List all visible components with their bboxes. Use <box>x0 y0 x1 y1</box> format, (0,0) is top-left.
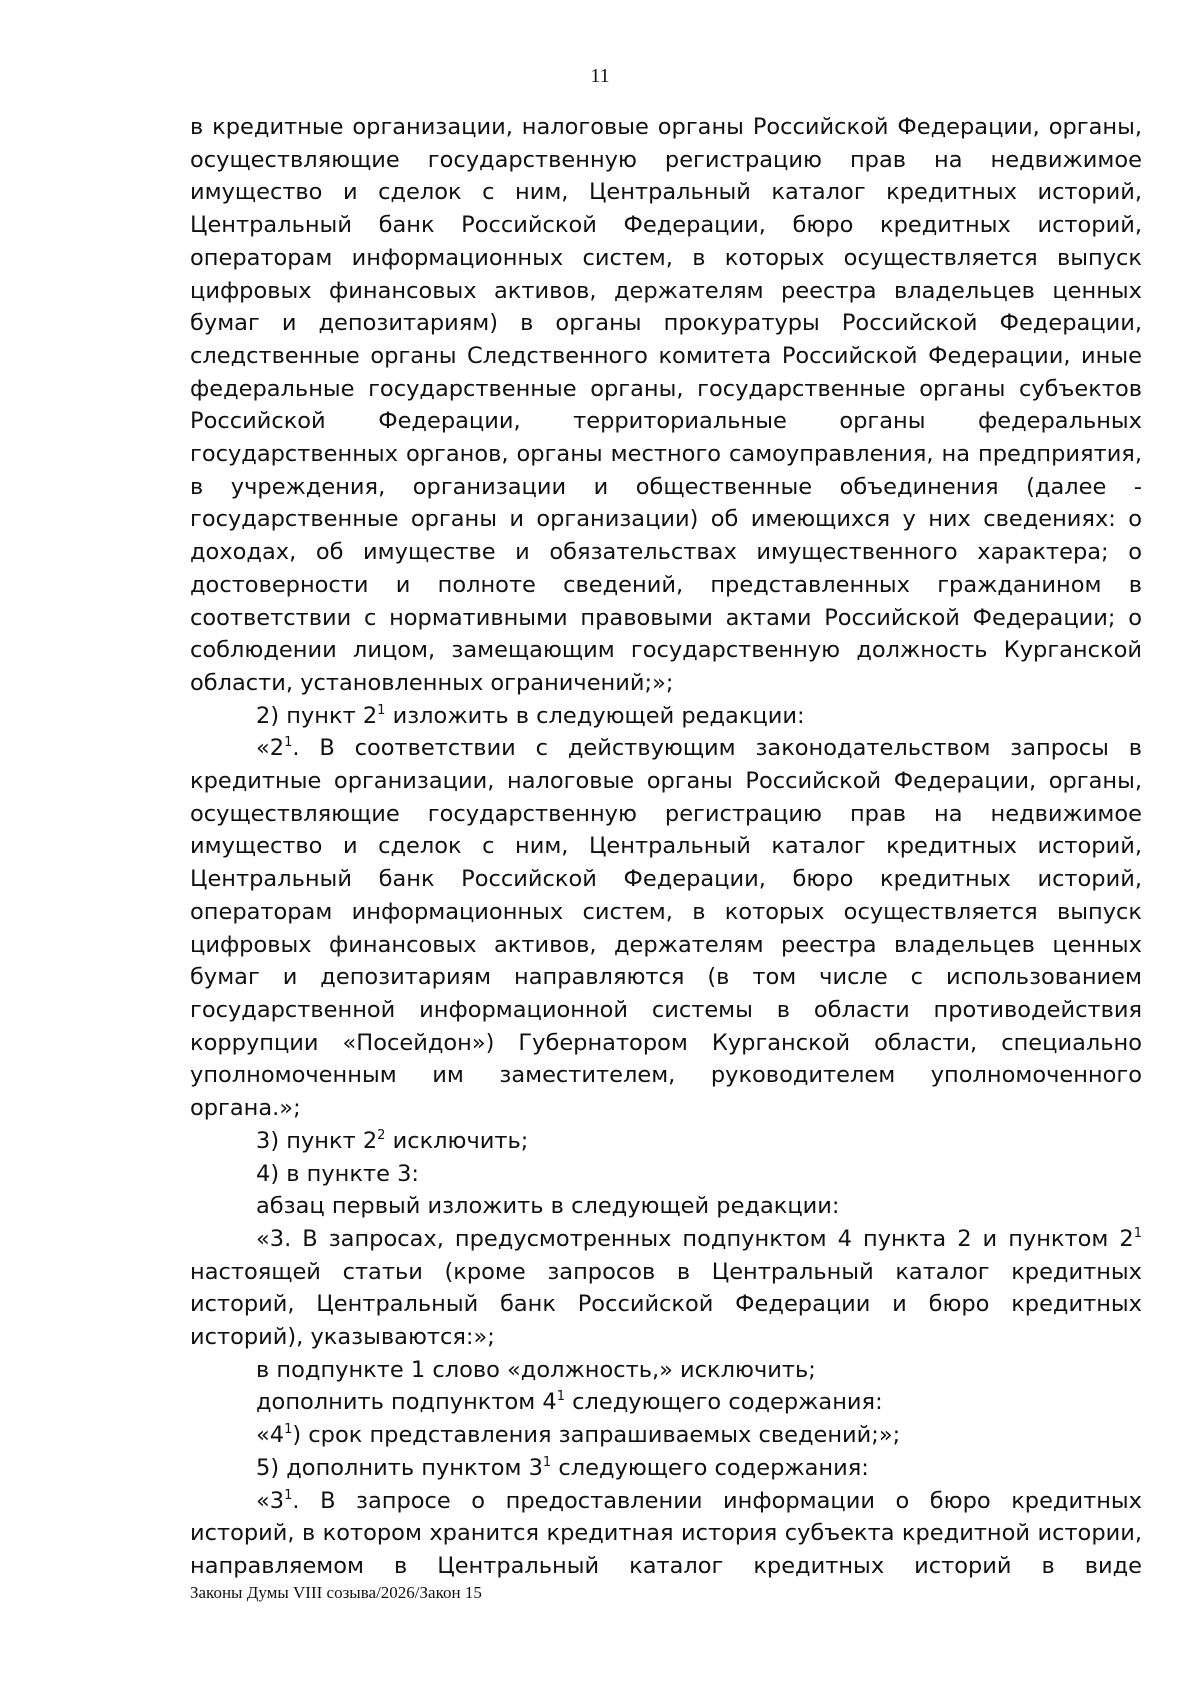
page-number: 11 <box>590 65 610 87</box>
paragraph-quoted-point-2-1: «$2^1$. В соответствии с действующим законодательством запросы в кредитные организации, налоговые органы Российской Федерации, органы, осуществляющие государственную регистрацию прав на недвижимое имущество и сделок с ним, Центральный каталог кредитных историй, Центральный банк Российской Федерации, бюро кредитных историй, операторам информационных систем, в которых осуществляется выпуск цифровых финансовых активов, держателям реестра владельцев ценных бумаг и депозитариям направляются (в том числе с использованием государственной информационной системы в области противодействия коррупции «Посейдон») Губернатором Курганской области, специально уполномоченным им заместителем, руководителем уполномоченного органа.»; <box>190 735 1142 1122</box>
document-body <box>190 111 1142 1583</box>
paragraph-item-3: 3) пункт $2^2$ исключить; <box>256 1127 529 1154</box>
paragraph-first-abzac: абзац первый изложить в следующей редакции: <box>256 1193 840 1220</box>
paragraph-subpoint-1: в подпункте 1 слово «должность,» исключить; <box>256 1356 816 1383</box>
paragraph-item-5: 5) дополнить пунктом $3^1$ следующего содержания: <box>256 1454 869 1481</box>
paragraph-item-4: 4) в пункте 3: <box>256 1160 419 1187</box>
paragraph-item-2: 2) пункт $2^1$ изложить в следующей редакции: <box>256 702 805 729</box>
paragraph-quoted-point-3-1: «$3^1$. В запросе о предоставлении информации о бюро кредитных историй, в котором хранится кредитная история субъекта кредитной истории, направляемом в Центральный каталог кредитных историй в виде <box>190 1487 1142 1579</box>
paragraph-quoted-subpoint-4-1: «$4^1$) срок представления запрашиваемых сведений;»; <box>256 1422 901 1449</box>
document-footer: Законы Думы VIII созыва/2026/Закон 15 <box>190 1583 482 1602</box>
paragraph-continuation: в кредитные организации, налоговые органы Российской Федерации, органы, осуществляющие государственную регистрацию прав на недвижимое имущество и сделок с ним, Центральный каталог кредитных историй, Центральный банк Российской Федерации, бюро кредитных историй, операторам информационных систем, в которых осуществляется выпуск цифровых финансовых активов, держателям реестра владельцев ценных бумаг и депозитариям) в органы прокуратуры Российской Федерации, следственные органы Следственного комитета Российской Федерации, иные федеральные государственные органы, государственные органы субъектов Российской Федерации, территориальные органы федеральных государственных органов, органы местного самоуправления, на предприятия, в учреждения, организации и общественные объединения (далее - государственные органы и организации) об имеющихся у них сведениях: о доходах, об имуществе и обязательствах имущественного характера; о достоверности и полноте сведений, представленных гражданином в соответствии с нормативными правовыми актами Российской Федерации; о соблюдении лицом, замещающим государственную должность Курганской области, установленных ограничений;»; <box>190 114 1142 696</box>
paragraph-quoted-point-3: «3. В запросах, предусмотренных подпунктом 4 пункта 2 и пунктом $2^1$ настоящей статьи (кроме запросов в Центральный каталог кредитных историй, Центральный банк Российской Федерации и бюро кредитных историй), указываются:»; <box>190 1225 1142 1351</box>
paragraph-add-subpoint: дополнить подпунктом $4^1$ следующего содержания: <box>256 1389 883 1416</box>
